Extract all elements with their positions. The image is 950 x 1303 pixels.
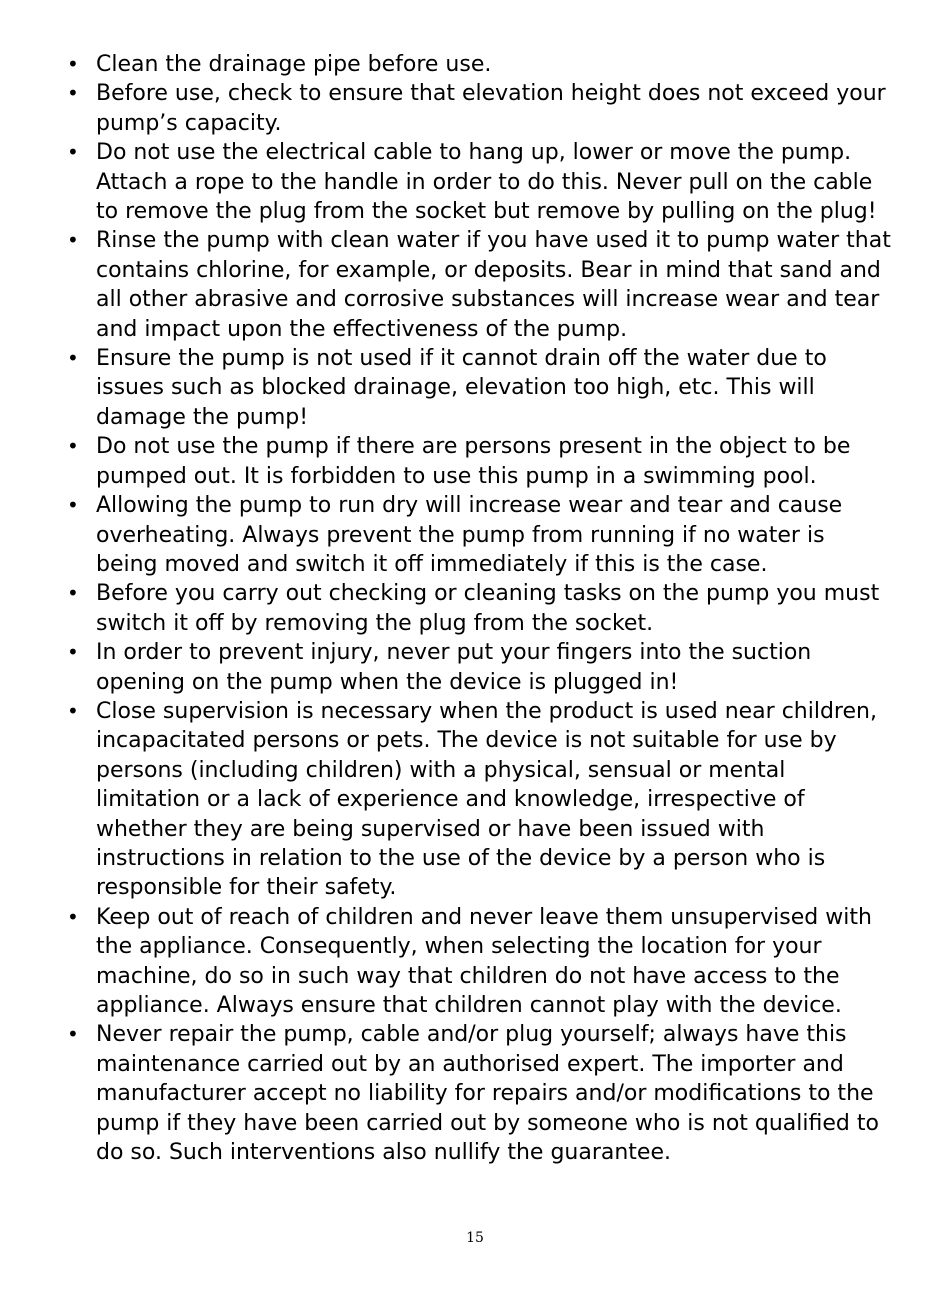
list-item-text: Do not use the electrical cable to hang up, lower or move the pump. Attach a rope to the handle in order to do this. Never pull on the cable to remove the plug from the socket but remove by pulling on the plug! (96, 140, 877, 225)
bullet-icon: • (67, 52, 79, 76)
list-item-text: Before use, check to ensure that elevation height does not exceed your pump’s capacity. (96, 81, 886, 136)
bullet-icon: • (67, 81, 79, 106)
list-item-text: Ensure the pump is not used if it cannot drain off the water due to issues such as blocked drainage, elevation too high, etc. This will damage the pump! (96, 346, 827, 430)
bullet-icon: • (67, 581, 79, 606)
page-number: 15 (466, 1230, 484, 1246)
list-item-text: Never repair the pump, cable and/or plug yourself; always have this maintenance carried out by an authorised expert. The importer and manufacturer accept no liability for repairs and/or modifications to the pump if they have been carried out by someone who is not qualified to do so. Such interventions also nullify the guarantee. (96, 1022, 879, 1166)
list-item-text: Before you carry out checking or cleaning tasks on the pump you must switch it off by removing the plug from the socket. (96, 581, 880, 636)
list-item (62, 1020, 892, 1167)
list-item (62, 344, 892, 432)
list-item-text: Allowing the pump to run dry will increase wear and tear and cause overheating. Always prevent the pump from running if no water is being moved and switch it off immediately if this is the case. (96, 493, 843, 577)
list-item (62, 432, 892, 491)
bullet-icon: • (67, 698, 79, 723)
bullet-icon: • (67, 493, 79, 518)
list-item-text: Close supervision is necessary when the product is used near children, incapacitated persons or pets. The device is not suitable for use by persons (including children) with a physical, sensual or mental limitation or a lack of experience and knowledge, irrespective of whether they are being supervised or have been issued with instructions in relation to the use of the device by a person who is responsible for their safety. (96, 698, 877, 901)
list-item-text: Rinse the pump with clean water if you have used it to pump water that contains chlorine, for example, or deposits. Bear in mind that sand and all other abrasive and corrosive substances will increase wear and tear and impact upon the effectiveness of the pump. (96, 228, 891, 342)
list-item (62, 697, 892, 903)
bullet-icon: • (67, 1022, 79, 1047)
bullet-icon: • (67, 140, 79, 165)
safety-instructions-list (62, 50, 892, 1167)
list-item-text: Do not use the pump if there are persons present in the object to be pumped out. It is forbidden to use this pump in a swimming pool. (96, 434, 851, 489)
list-item (62, 50, 892, 79)
list-item (62, 138, 892, 226)
page-content (62, 50, 892, 1167)
bullet-icon: • (67, 904, 79, 929)
list-item (62, 903, 892, 1021)
list-item-text: Clean the drainage pipe before use. (96, 52, 492, 77)
bullet-icon: • (67, 346, 79, 371)
list-item (62, 491, 892, 579)
bullet-icon: • (67, 228, 79, 253)
list-item-text: In order to prevent injury, never put your fingers into the suction opening on the pump when the device is plugged in! (96, 640, 812, 695)
bullet-icon: • (67, 640, 79, 665)
list-item-text: Keep out of reach of children and never leave them unsupervised with the appliance. Consequently, when selecting the location for your machine, do so in such way that children do not have access to the appliance. Always ensure that children cannot play with the device. (96, 904, 872, 1018)
list-item (62, 79, 892, 138)
list-item (62, 579, 892, 638)
list-item (62, 226, 892, 344)
list-item (62, 638, 892, 697)
bullet-icon: • (67, 434, 79, 459)
